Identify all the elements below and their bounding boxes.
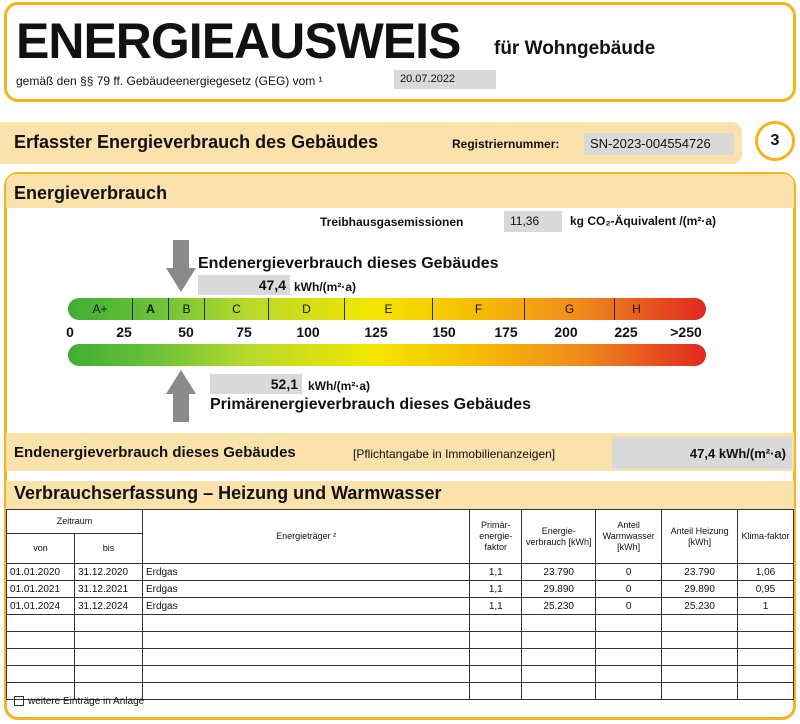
cell-kwh: 25.230: [522, 598, 596, 615]
summary-value: 47,4 kWh/(m²·a): [689, 446, 786, 461]
cell-heat: 25.230: [662, 598, 738, 615]
cell-ww: 0: [596, 564, 662, 581]
end-energy-unit: kWh/(m²·a): [294, 280, 356, 294]
document-subtitle: für Wohngebäude: [494, 38, 656, 59]
footer-note: [14, 696, 144, 707]
header-hot-water: Anteil Warmwasser [kWh]: [596, 510, 662, 564]
header-from: von: [7, 534, 75, 564]
cell-carrier: Erdgas: [142, 598, 469, 615]
cell-klima: 0,95: [738, 581, 794, 598]
arrow-down-icon: [166, 240, 196, 292]
cell-kwh: 23.790: [522, 564, 596, 581]
efficiency-class-f: F: [432, 298, 524, 320]
cell-pef: 1,1: [470, 598, 522, 615]
efficiency-class-aplus: A+: [92, 302, 108, 316]
registration-label: Registriernummer:: [452, 137, 560, 151]
efficiency-class-h: H: [614, 298, 658, 320]
section-title-energieverbrauch: Energieverbrauch: [14, 183, 168, 203]
summary-label: Endenergieverbrauch dieses Gebäudes: [14, 444, 296, 461]
scale-tick-label: >250: [670, 324, 702, 340]
table-row: [7, 598, 794, 615]
header-climate: Klima-faktor: [738, 510, 794, 564]
header-carrier: Energieträger ²: [142, 510, 469, 564]
registration-title: Erfasster Energieverbrauch des Gebäudes: [14, 132, 379, 152]
table-row-empty: [7, 632, 794, 649]
primary-energy-value: 52,1: [270, 376, 298, 392]
header-to: bis: [74, 534, 142, 564]
cell-pef: 1,1: [470, 564, 522, 581]
scale-tick-label: 175: [494, 324, 518, 340]
table-row-empty: [7, 666, 794, 683]
efficiency-class-a: A: [132, 298, 168, 320]
summary-note: [Pflichtangabe in Immobilienanzeigen]: [353, 447, 556, 461]
primary-energy-label: Primärenergieverbrauch dieses Gebäudes: [210, 396, 532, 413]
efficiency-class-c: C: [204, 298, 268, 320]
efficiency-class-b: B: [168, 298, 204, 320]
header-heating: Anteil Heizung [kWh]: [662, 510, 738, 564]
scale-tick-label: 25: [116, 324, 132, 340]
header-consumption: Energie-verbrauch [kWh]: [522, 510, 596, 564]
efficiency-class-scale: [68, 298, 706, 320]
cell-heat: 29.890: [662, 581, 738, 598]
ghg-value-field: 11,36: [504, 211, 562, 232]
ghg-unit: kg CO₂-Äquivalent /(m²·a): [570, 214, 717, 228]
legal-date-field: 20.07.2022: [394, 70, 496, 89]
efficiency-class-e: E: [344, 298, 432, 320]
scale-tick-label: 225: [614, 324, 638, 340]
cell-to: 31.12.2021: [74, 581, 142, 598]
scale-tick-label: 100: [296, 324, 320, 340]
cell-pef: 1,1: [470, 581, 522, 598]
scale-tick-label: 50: [178, 324, 194, 340]
cell-from: 01.01.2020: [7, 564, 75, 581]
table-row-empty: [7, 615, 794, 632]
efficiency-class-d: D: [268, 298, 344, 320]
scale-tick-label: 150: [432, 324, 456, 340]
page-number-badge: 3: [755, 121, 795, 161]
legal-basis: gemäß den §§ 79 ff. Gebäudeenergiegesetz (GEG) vom ¹: [16, 74, 323, 88]
end-energy-label: Endenergieverbrauch dieses Gebäudes: [198, 255, 499, 272]
table-row: [7, 581, 794, 598]
efficiency-class-g: G: [524, 298, 614, 320]
cell-to: 31.12.2024: [74, 598, 142, 615]
cell-ww: 0: [596, 598, 662, 615]
cell-to: 31.12.2020: [74, 564, 142, 581]
cell-kwh: 29.890: [522, 581, 596, 598]
arrow-up-icon: [166, 370, 196, 422]
table-row: [7, 564, 794, 581]
scale-tick-label: 75: [236, 324, 252, 340]
more-entries-checkbox[interactable]: [14, 696, 24, 706]
consumption-title: Verbrauchserfassung – Heizung und Warmwasser: [14, 483, 442, 503]
end-energy-value: 47,4: [258, 277, 286, 293]
cell-carrier: Erdgas: [142, 564, 469, 581]
cell-ww: 0: [596, 581, 662, 598]
cell-heat: 23.790: [662, 564, 738, 581]
header-period: Zeitraum: [7, 510, 143, 534]
header-primary-factor: Primär-energie-faktor: [470, 510, 522, 564]
cell-from: 01.01.2024: [7, 598, 75, 615]
consumption-table: [6, 509, 794, 700]
scale-tick-label: 125: [364, 324, 388, 340]
scale-tick-label: 200: [554, 324, 578, 340]
scale-tick-label: 0: [66, 324, 74, 340]
more-entries-label: weitere Einträge in Anlage: [28, 696, 145, 707]
cell-carrier: Erdgas: [142, 581, 469, 598]
document-title: ENERGIEAUSWEIS: [16, 13, 461, 69]
registration-number-field: SN-2023-004554726: [584, 133, 734, 155]
table-row-empty: [7, 649, 794, 666]
cell-from: 01.01.2021: [7, 581, 75, 598]
cell-klima: 1,06: [738, 564, 794, 581]
primary-energy-unit: kWh/(m²·a): [308, 379, 370, 393]
cell-klima: 1: [738, 598, 794, 615]
primary-energy-scale: [68, 344, 706, 366]
ghg-label: Treibhausgasemissionen: [320, 215, 464, 229]
